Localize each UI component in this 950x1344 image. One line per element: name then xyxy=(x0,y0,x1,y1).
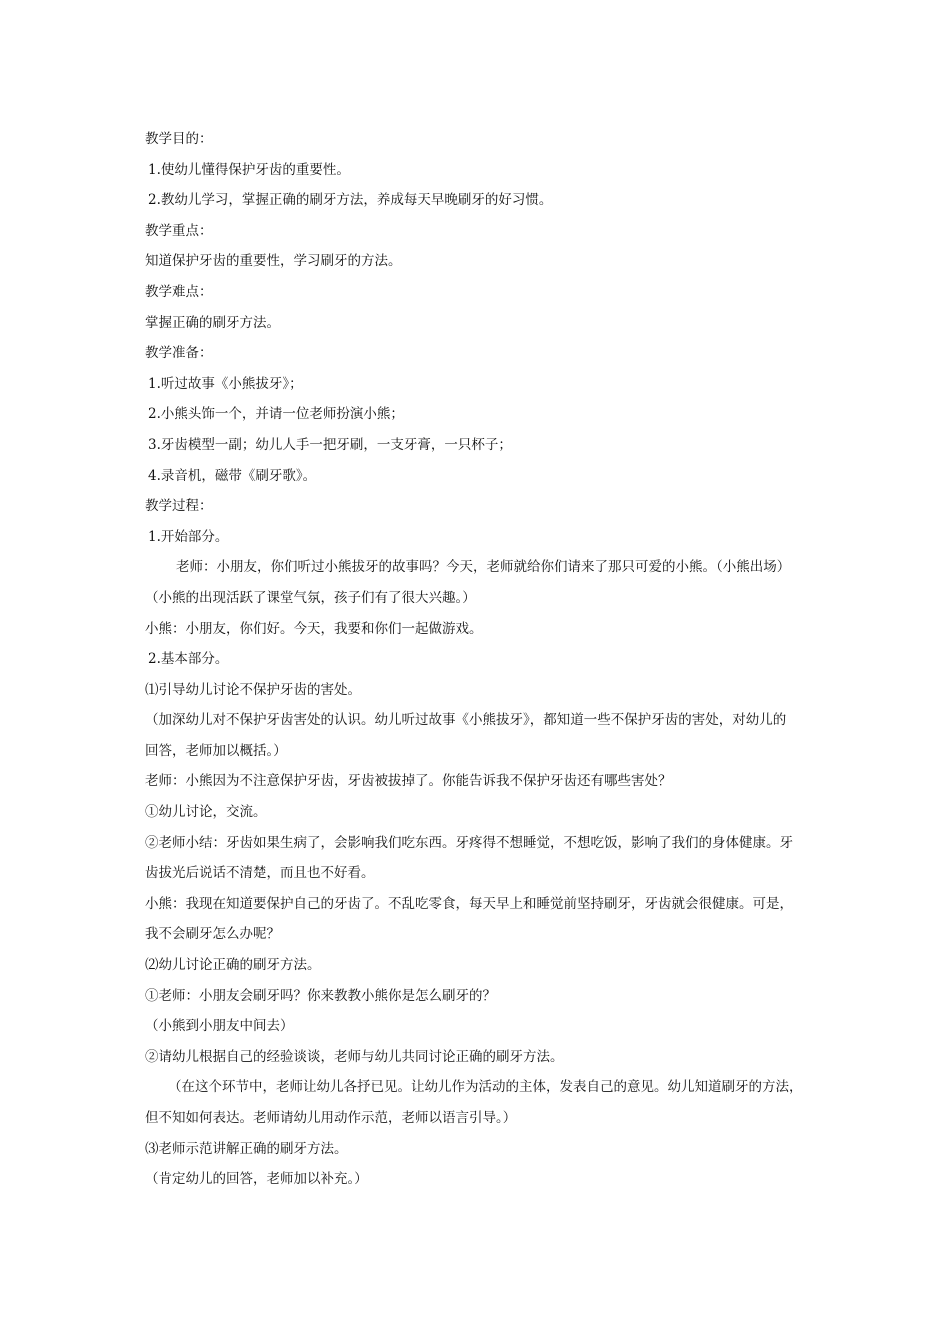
opening-note: （小熊的出现活跃了课堂气氛，孩子们有了很大兴趣。） xyxy=(145,589,476,606)
goal-item-1: 1.使幼儿懂得保护牙齿的重要性。 xyxy=(148,161,350,178)
children-discuss: ①幼儿讨论，交流。 xyxy=(145,804,267,821)
step-3-note: （肯定幼儿的回答，老师加以补充。） xyxy=(145,1171,368,1188)
bear-reply-line-2: 我不会刷牙怎么办呢？ xyxy=(145,926,280,943)
prep-item-4: 4.录音机，磁带《刷牙歌》。 xyxy=(148,467,317,484)
teacher-question: 老师：小熊因为不注意保护牙齿，牙齿被拔掉了。你能告诉我不保护牙齿还有哪些害处？ xyxy=(145,773,672,790)
heading-key-points: 教学重点： xyxy=(145,222,213,239)
bear-reply-line-1: 小熊：我现在知道要保护自己的牙齿了。不乱吃零食，每天早上和睡觉前坚持刷牙，牙齿就会很健康。可是， xyxy=(145,895,793,912)
step-1-note-line-1: （加深幼儿对不保护牙齿害处的认识。幼儿听过故事《小熊拔牙》，都知道一些不保护牙齿的害处，对幼儿的 xyxy=(145,712,787,729)
teacher-summary-line-1: ②老师小结：牙齿如果生病了，会影响我们吃东西。牙疼得不想睡觉，不想吃饭，影响了我们的身体健康。牙 xyxy=(145,834,793,851)
prep-item-3: 3.牙齿模型一副；幼儿人手一把牙刷，一支牙膏，一只杯子； xyxy=(148,436,512,453)
step-1-note-line-2: 回答，老师加以概括。） xyxy=(145,742,287,759)
step-2-note: （小熊到小朋友中间去） xyxy=(145,1018,294,1035)
step-2-comment-line-2: 但不知如何表达。老师请幼儿用动作示范，老师以语言引导。） xyxy=(145,1110,517,1126)
step-2-item-2: ②请幼儿根据自己的经验谈谈，老师与幼儿共同讨论正确的刷牙方法。 xyxy=(145,1048,564,1065)
step-2-heading: ⑵幼儿讨论正确的刷牙方法。 xyxy=(145,957,321,974)
teacher-opening-line: 老师：小朋友，你们听过小熊拔牙的故事吗？今天，老师就给你们请来了那只可爱的小熊。（小熊出场） xyxy=(176,559,791,576)
key-points-text: 知道保护牙齿的重要性，学习刷牙的方法。 xyxy=(145,253,402,270)
difficulties-text: 掌握正确的刷牙方法。 xyxy=(145,314,280,331)
heading-preparation: 教学准备： xyxy=(145,345,213,362)
step-2-comment-line-1: （在这个环节中，老师让幼儿各抒已见。让幼儿作为活动的主体，发表自己的意见。幼儿知道刷牙的方法， xyxy=(168,1079,803,1096)
process-part-1: 1.开始部分。 xyxy=(148,528,229,545)
prep-item-1: 1.听过故事《小熊拔牙》； xyxy=(148,375,303,392)
heading-process: 教学过程： xyxy=(145,498,213,515)
heading-difficulties: 教学难点： xyxy=(145,283,213,300)
bear-greeting: 小熊：小朋友，你们好。今天，我要和你们一起做游戏。 xyxy=(145,620,483,637)
teacher-summary-line-2: 齿拔光后说话不清楚，而且也不好看。 xyxy=(145,865,375,882)
heading-teaching-goals: 教学目的： xyxy=(145,131,213,147)
step-3-heading: ⑶老师示范讲解正确的刷牙方法。 xyxy=(145,1140,348,1157)
prep-item-2: 2.小熊头饰一个，并请一位老师扮演小熊； xyxy=(148,406,404,423)
process-part-2: 2.基本部分。 xyxy=(148,651,229,668)
goal-item-2: 2.教幼儿学习，掌握正确的刷牙方法，养成每天早晚刷牙的好习惯。 xyxy=(148,192,553,209)
step-1-heading: ⑴引导幼儿讨论不保护牙齿的害处。 xyxy=(145,681,361,698)
lesson-plan-body xyxy=(145,124,810,1195)
step-2-item-1: ①老师：小朋友会刷牙吗？你来教教小熊你是怎么刷牙的？ xyxy=(145,987,496,1004)
